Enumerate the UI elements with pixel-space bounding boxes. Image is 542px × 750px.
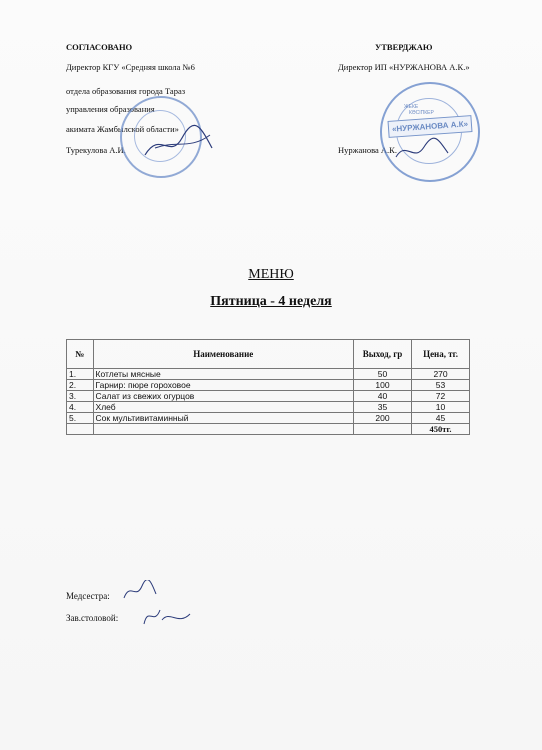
director-signature-right [392, 135, 452, 165]
left-line-4: акимата Жамбылской области» [66, 124, 179, 134]
table-row [67, 402, 470, 413]
total-price: 450тг. [412, 424, 470, 435]
left-line-3: управления образования [66, 104, 155, 114]
row-output: 40 [353, 391, 411, 402]
row-name: Салат из свежих огурцов [93, 391, 353, 402]
nurse-signature [120, 580, 160, 602]
row-name: Котлеты мясные [93, 369, 353, 380]
row-number: 5. [67, 413, 94, 424]
table-row [67, 369, 470, 380]
right-line-1: Директор ИП «НУРЖАНОВА А.К.» [338, 62, 470, 72]
stamp-badge: «НУРЖАНОВА А.К» [388, 115, 473, 138]
col-number-header: № [67, 340, 94, 369]
row-price: 72 [412, 391, 470, 402]
left-line-2: отдела образования города Тараз [66, 86, 186, 96]
table-row [67, 380, 470, 391]
canteen-manager-label: Зав.столовой: [66, 613, 119, 623]
menu-table [66, 339, 470, 435]
left-line-5: Турекулова А.И. [66, 145, 126, 155]
page-title: МЕНЮ [248, 267, 294, 282]
row-number: 2. [67, 380, 94, 391]
row-output: 50 [353, 369, 411, 380]
stamp-text-2: КӘСІПКЕР [409, 110, 434, 116]
canteen-manager-signature [140, 600, 195, 630]
row-output: 100 [353, 380, 411, 391]
col-name-header: Наименование [93, 340, 353, 369]
col-price-header: Цена, тг. [412, 340, 470, 369]
row-price: 10 [412, 402, 470, 413]
total-empty-3 [353, 424, 411, 435]
left-heading: СОГЛАСОВАНО [66, 42, 133, 52]
row-output: 35 [353, 402, 411, 413]
left-line-1: Директор КГУ «Средняя школа №6 [66, 62, 195, 72]
right-heading: УТВЕРДЖАЮ [375, 42, 433, 52]
page-subtitle: Пятница - 4 неделя [210, 294, 332, 309]
row-number: 1. [67, 369, 94, 380]
director-signature-left [140, 120, 220, 165]
total-empty-1 [67, 424, 94, 435]
table-header-row [67, 340, 470, 369]
col-output-header: Выход, гр [353, 340, 411, 369]
table-total-row [67, 424, 470, 435]
row-output: 200 [353, 413, 411, 424]
company-stamp [380, 82, 480, 182]
row-number: 3. [67, 391, 94, 402]
right-line-2: Нуржанова А.К. [338, 145, 397, 155]
row-price: 270 [412, 369, 470, 380]
row-name: Сок мультивитаминный [93, 413, 353, 424]
row-price: 45 [412, 413, 470, 424]
row-name: Хлеб [93, 402, 353, 413]
table-row [67, 391, 470, 402]
total-empty-2 [93, 424, 353, 435]
nurse-label: Медсестра: [66, 591, 110, 601]
row-number: 4. [67, 402, 94, 413]
table-row [67, 413, 470, 424]
stamp-text-1: ЖЕКЕ [404, 104, 419, 110]
row-price: 53 [412, 380, 470, 391]
row-name: Гарнир: пюре гороховое [93, 380, 353, 391]
